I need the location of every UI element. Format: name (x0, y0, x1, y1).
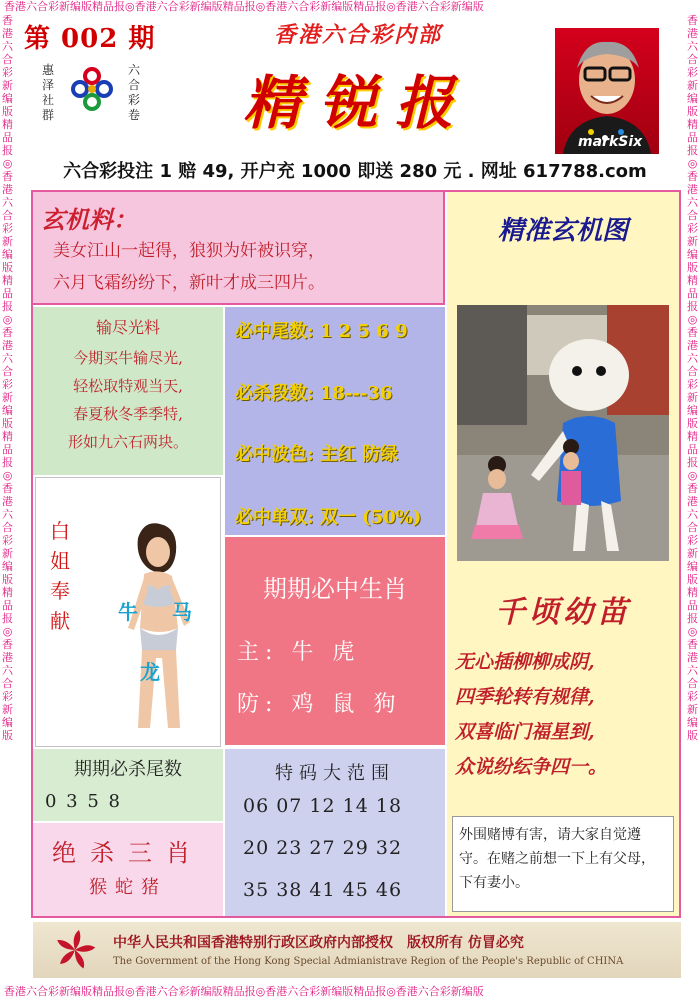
qianqing-title: 千顷幼苗 (495, 595, 631, 630)
jue-sha-title: 绝杀三肖 (52, 839, 204, 867)
footer-en-text: The Government of the Hong Kong Special Admianistrave Region of the People's Republic of CHINA (113, 956, 624, 967)
shujin-line: 今期买牛输尽光, (73, 349, 183, 367)
frame-left-text: 香港六合彩新编版精品报◎香港六合彩新编版精品报◎香港六合彩新编版精品报◎香港六合彩新编版精品报◎香港六合彩新编版 (2, 14, 13, 742)
kill-tail-numbers: 0 3 5 8 (45, 791, 122, 812)
page-subtitle: 香港六合彩内部 (273, 22, 442, 48)
qianqing-line: 无心插柳柳成阴, (455, 651, 595, 673)
shujin-line: 轻松取特观当天, (73, 377, 183, 395)
range-row: 06 07 12 14 18 (243, 795, 403, 817)
range-section (225, 749, 445, 916)
model-figure-icon (98, 518, 208, 738)
marksix-label: markSix (578, 134, 643, 150)
shujin-section (33, 307, 223, 475)
xuanji-line: 美女江山一起得，狼狈为奸被识穿， (53, 241, 325, 261)
right-column (447, 192, 679, 916)
zodiac-long: 龙 (140, 660, 160, 684)
issue-number: 第 002 期 (24, 24, 156, 54)
qianqing-line: 众说纷纭争四一。 (455, 756, 608, 778)
range-row: 20 23 27 29 32 (243, 837, 403, 859)
promo-banner: 六合彩投注 1 赔 49, 开户充 1000 即送 280 元 . 网址 617788.com (63, 161, 647, 182)
jingzhun-title: 精准玄机图 (497, 216, 628, 246)
shujin-title: 输尽光料 (95, 318, 160, 337)
frame-right-text: 香港六合彩新编版精品报◎香港六合彩新编版精品报◎香港六合彩新编版精品报◎香港六合彩新编版精品报◎香港六合彩新编版 (687, 14, 698, 742)
gambling-notice: 外围赌博有害，请大家自觉遵守。在赌之前想一下上有父母，下有妻小。 (452, 816, 674, 912)
pick-kill-range: 必杀段数: 18---36 (235, 383, 393, 404)
page-title: 精锐报 (242, 69, 471, 137)
shujin-line: 形如九六石两块。 (67, 433, 188, 451)
mascot-photo (457, 305, 669, 561)
picks-section (225, 307, 445, 535)
frame-top-text: 香港六合彩新编版精品报◎香港六合彩新编版精品报◎香港六合彩新编版精品报◎香港六合彩新编版 (4, 0, 484, 13)
xuanji-line: 六月飞霜纷纷下，新叶才成三四片。 (53, 273, 325, 293)
pick-odd-even: 必中单双: 双一 (50%) (235, 507, 422, 528)
qianqing-line: 双喜临门福星到, (455, 721, 595, 743)
pick-tail-numbers: 必中尾数: 1 2 5 6 9 (235, 321, 408, 342)
shengxiao-fang: 防: 鸡 鼠 狗 (237, 692, 402, 717)
shujin-line: 春夏秋冬季季特, (73, 405, 183, 423)
qianqing-line: 四季轮转有规律, (455, 686, 595, 708)
shengxiao-title: 期期必中生肖 (263, 575, 407, 603)
pick-wave-color: 必中波色: 主红 防绿 (235, 444, 399, 465)
zodiac-ma: 马 (172, 600, 192, 624)
footer-banner (33, 922, 681, 978)
logo-left-text: 惠泽社群 (41, 63, 54, 122)
xuanji-title: 玄机料： (41, 205, 137, 234)
jue-sha-zodiacs: 猴蛇猪 (89, 877, 167, 898)
kill-tail-title: 期期必杀尾数 (74, 759, 182, 780)
footer-cn-text: 中华人民共和国香港特别行政区政府内部授权 版权所有 仿冒必究 (113, 935, 524, 951)
frame-bottom-text: 香港六合彩新编版精品报◎香港六合彩新编版精品报◎香港六合彩新编版精品报◎香港六合彩新编版 (4, 985, 484, 998)
bauhinia-emblem-icon (47, 926, 103, 974)
baijie-panel (35, 477, 221, 747)
range-title: 特码大范围 (275, 763, 395, 784)
zodiac-niu: 牛 (118, 600, 138, 624)
jue-sha-section (33, 823, 223, 916)
xuanji-section (33, 192, 445, 305)
shengxiao-section (225, 537, 445, 745)
baijie-label: 白姐奉献 (50, 519, 70, 633)
kill-tail-section (33, 749, 223, 821)
logo-right-text: 六合彩卷 (127, 63, 140, 122)
mascot-photo-icon (457, 305, 669, 561)
logo-box (24, 55, 156, 127)
lottery-logo-icon (70, 67, 114, 111)
shengxiao-main: 主: 牛 虎 (237, 640, 361, 665)
range-row: 35 38 41 45 46 (243, 879, 403, 901)
